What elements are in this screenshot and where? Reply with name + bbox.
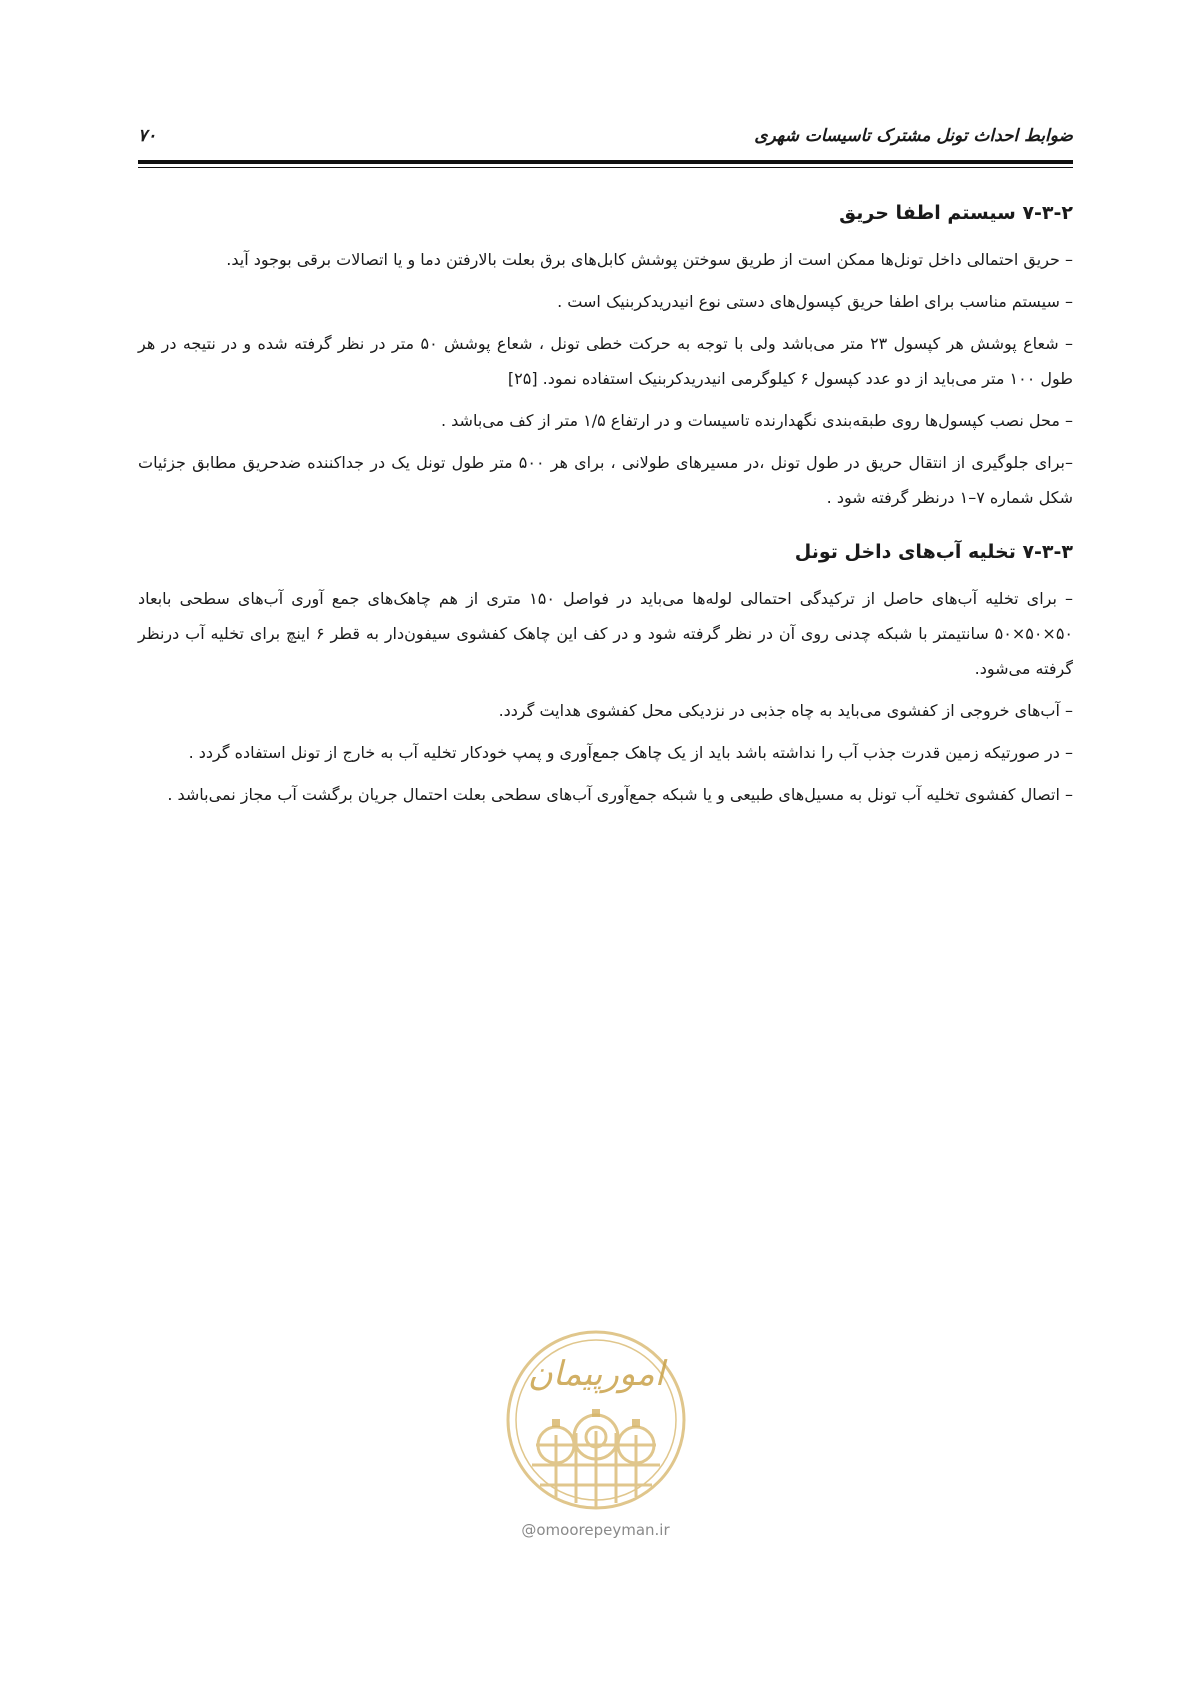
watermark-seal-icon <box>496 1325 696 1515</box>
paragraph: – محل نصب کپسول‌ها روی طبقه‌بندی نگهدارنده تاسیسات و در ارتفاع ۱/۵ متر از کف می‌باشد . <box>440 411 1073 430</box>
header-rule-thin <box>138 167 1073 168</box>
watermark <box>0 1325 1191 1539</box>
paragraph: – در صورتیکه زمین قدرت جذب آب را نداشته باشد باید از یک چاهک جمع‌آوری و پمپ خودکار تخلیه آب به خارج از تونل استفاده گردد . <box>188 743 1073 762</box>
document-body <box>138 198 1073 819</box>
section-fire-suppression <box>138 198 1073 515</box>
section-heading: ۷-۳-۲ سیستم اطفا حریق <box>839 202 1073 224</box>
paragraph: – شعاع پوشش هر کپسول ۲۳ متر می‌باشد ولی با توجه به حرکت خطی تونل ، شعاع پوشش ۵۰ متر در نظر گرفته شده و در نتیجه در هر طول ۱۰۰ متر می‌باید از دو عدد کپسول ۶ کیلوگرمی انیدریدکربنیک استفاده نمود. [۲۵] <box>138 334 1074 388</box>
paragraph: – سیستم مناسب برای اطفا حریق کپسول‌های دستی نوع انیدریدکربنیک است . <box>557 292 1073 311</box>
section-heading: ۷-۳-۳ تخلیه آب‌های داخل تونل <box>794 541 1073 563</box>
paragraph: – اتصال کفشوی تخلیه آب تونل به مسیل‌های طبیعی و یا شبکه جمع‌آوری آب‌های سطحی بعلت احتمال جریان برگشت آب مجاز نمی‌باشد . <box>167 785 1073 804</box>
header-rule-thick <box>138 160 1073 164</box>
paragraph: – برای تخلیه آب‌های حاصل از ترکیدگی احتمالی لوله‌ها می‌باید در فواصل ۱۵۰ متری از هم چاهک‌های جمع آوری آب‌های سطحی بابعاد ۵۰×۵۰×۵۰ سانتیمتر با شبکه چدنی روی آن در نظر گرفته شود و در کف این چاهک کفشوی سیفون‌دار به قطر ۶ اینچ برای تخلیه آب درنظر گرفته می‌شود. <box>138 589 1074 678</box>
paragraph: –برای جلوگیری از انتقال حریق در طول تونل ،در مسیرهای طولانی ، برای هر ۵۰۰ متر طول تونل یک در جداکننده ضدحریق مطابق جزئیات شکل شماره ۷–۱ درنظر گرفته شود . <box>138 453 1073 507</box>
page-number: ۷۰ <box>138 126 157 146</box>
running-title: ضوابط احداث تونل مشترک تاسیسات شهری <box>754 126 1073 146</box>
page-header <box>138 126 1073 154</box>
section-drainage <box>138 537 1073 812</box>
paragraph: – حریق احتمالی داخل تونل‌ها ممکن است از طریق سوختن پوشش کابل‌های برق بعلت بالارفتن دما و یا اتصالات برقی بوجود آید. <box>226 250 1073 269</box>
seal-text: امورپیمان <box>527 1354 664 1394</box>
paragraph: – آب‌های خروجی از کفشوی می‌باید به چاه جذبی در نزدیکی محل کفشوی هدایت گردد. <box>498 701 1073 720</box>
watermark-site: @omoorepeyman.ir <box>521 1521 670 1539</box>
